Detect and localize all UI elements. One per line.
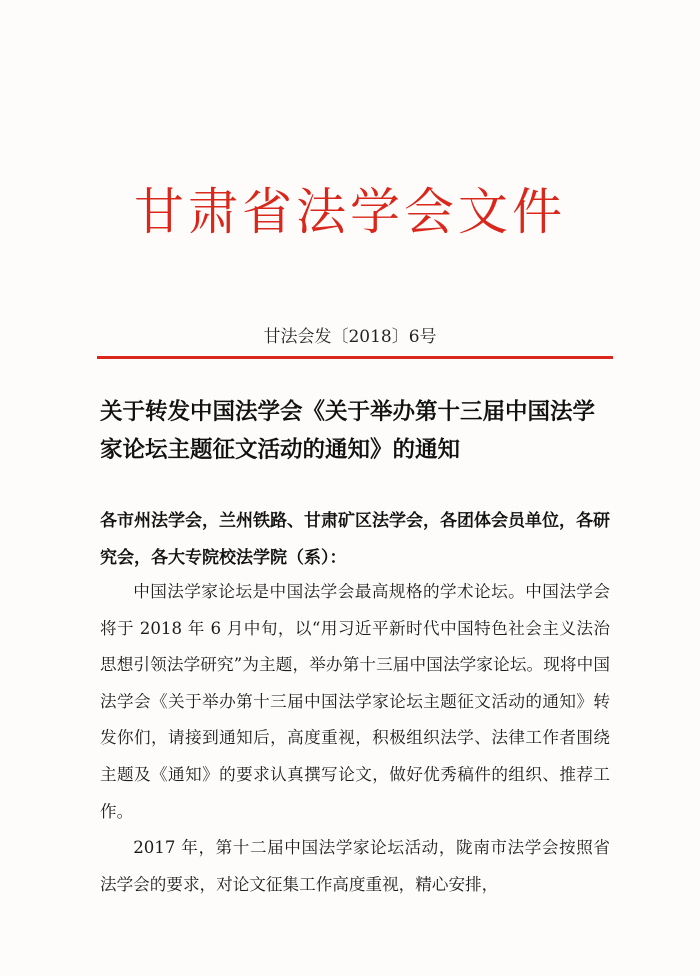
document-addressee: 各市州法学会，兰州铁路、甘肃矿区法学会，各团体会员单位，各研究会，各大专院校法学院（系）：	[100, 511, 610, 568]
body-paragraph-2: 2017 年，第十二届中国法学家论坛活动，陇南市法学会按照省法学会的要求，对论文征集工作高度重视，精心安排，	[100, 838, 610, 894]
document-body	[100, 574, 610, 903]
document-header-title: 甘肃省法学会文件	[134, 183, 566, 241]
red-divider-rule	[97, 356, 613, 359]
body-paragraph-1: 中国法学家论坛是中国法学会最高规格的学术论坛。中国法学会将于 2018 年 6 月中旬，以“用习近平新时代中国特色社会主义法治思想引领法学研究”为主题，举办第十三届中国法学家论坛。现将中国法学会《关于举办第十三届中国法学家论坛主题征文活动的通知》转发你们，请接到通知后，高度重视，积极组织法学、法律工作者围绕主题及《通知》的要求认真撰写论文，做好优秀稿件的组织、推荐工作。	[100, 582, 610, 821]
document-number: 甘法会发〔2018〕6号	[263, 327, 437, 347]
document-subject: 关于转发中国法学会《关于举办第十三届中国法学家论坛主题征文活动的通知》的通知	[100, 399, 596, 463]
